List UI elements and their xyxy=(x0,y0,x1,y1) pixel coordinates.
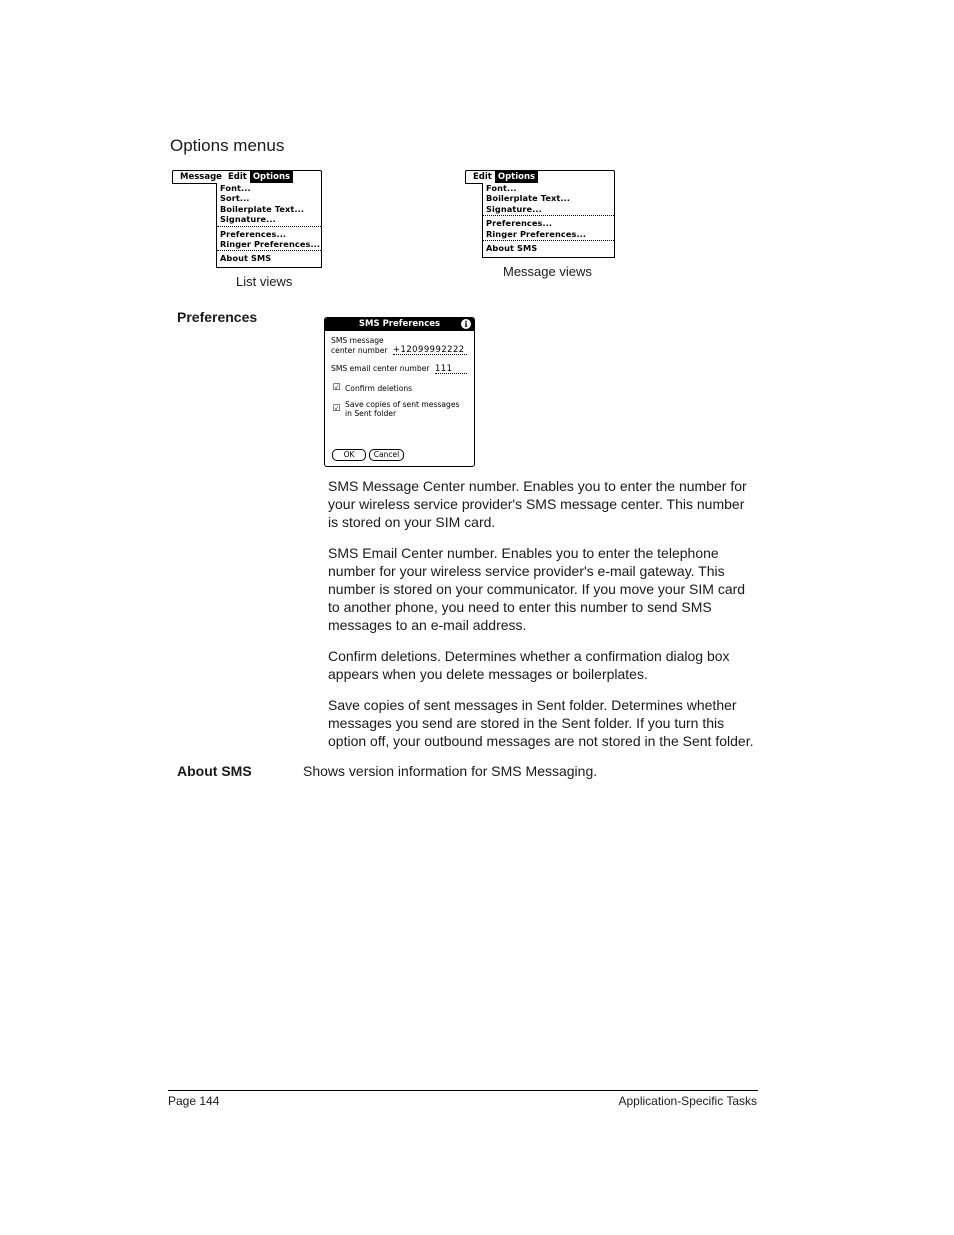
save-copies-label-line1: Save copies of sent messages xyxy=(345,400,460,409)
menubar xyxy=(172,170,322,184)
menu-item-boilerplate: Boilerplate Text... xyxy=(486,193,571,204)
confirm-deletions-paragraph: Confirm deletions. Determines whether a confirmation dialog box appears when you delete messages or boilerplates. xyxy=(328,648,730,682)
section-title: Options menus xyxy=(170,136,285,155)
menu-item-ringer-preferences: Ringer Preferences... xyxy=(486,228,587,239)
menu-edit: Edit xyxy=(473,172,492,182)
menu-item-signature: Signature... xyxy=(220,214,276,225)
confirm-deletions-label: Confirm deletions xyxy=(345,384,413,393)
menu-item-ringer-preferences: Ringer Preferences... xyxy=(220,239,321,250)
sms-preferences-dialog-screenshot xyxy=(324,317,475,467)
chapter-title: Application-Specific Tasks xyxy=(618,1094,757,1108)
menu-separator xyxy=(217,226,321,227)
sms-center-label-line2: center number xyxy=(331,345,388,355)
options-dropdown xyxy=(482,183,615,258)
menu-item-preferences: Preferences... xyxy=(486,218,553,229)
sms-email-center-paragraph: SMS Email Center number. Enables you to enter the telephone number for your wireless service provider's e-mail gateway. This number is stored on your communicator. If you move your SIM card to another phone, you need to enter this number to send SMS messages to an e-mail address. xyxy=(328,545,746,633)
menu-item-signature: Signature... xyxy=(486,203,542,214)
sms-center-label xyxy=(331,336,387,355)
email-center-number-field: 111 xyxy=(435,363,467,374)
ok-button: OK xyxy=(332,449,366,461)
save-copies-paragraph: Save copies of sent messages in Sent folder. Determines whether messages you send are stored in the Sent folder. If you turn this option off, your outbound messages are not stored in the Sent folder. xyxy=(328,697,754,749)
sms-center-number-field: +12099992222 xyxy=(393,344,467,355)
menu-options: Options xyxy=(495,171,538,183)
menu-item-sort: Sort... xyxy=(220,193,250,204)
list-views-caption: List views xyxy=(236,274,293,289)
list-views-menu-screenshot xyxy=(172,170,322,270)
menu-separator xyxy=(217,250,321,251)
menu-edit: Edit xyxy=(227,172,247,182)
confirm-deletions-checkbox: ☑ xyxy=(332,383,341,393)
menu-item-about-sms: About SMS xyxy=(486,243,538,254)
save-copies-label xyxy=(345,400,460,418)
menu-item-about-sms: About SMS xyxy=(220,253,272,264)
save-copies-label-line2: in Sent folder xyxy=(345,409,397,418)
message-views-caption: Message views xyxy=(503,264,592,279)
message-views-menu-screenshot xyxy=(465,170,615,260)
dialog-title-text: SMS Preferences xyxy=(358,319,441,329)
preferences-label: Preferences xyxy=(177,309,258,325)
info-icon: i xyxy=(461,319,471,329)
about-sms-text: Shows version information for SMS Messaging. xyxy=(303,763,598,779)
menu-item-preferences: Preferences... xyxy=(220,228,287,239)
menu-item-font: Font... xyxy=(220,183,251,193)
options-dropdown xyxy=(216,183,322,268)
save-copies-checkbox: ☑ xyxy=(332,404,341,414)
menu-item-font: Font... xyxy=(486,183,517,193)
menu-separator xyxy=(483,215,614,216)
menubar xyxy=(465,170,615,184)
sms-message-center-paragraph: SMS Message Center number. Enables you to enter the number for your wireless service provider's SMS message center. This number is stored on your SIM card. xyxy=(328,478,747,530)
menu-separator xyxy=(483,240,614,241)
dialog-title xyxy=(325,318,474,331)
about-sms-label: About SMS xyxy=(177,763,252,779)
sms-center-label-line1: SMS message xyxy=(331,336,384,345)
menu-item-boilerplate: Boilerplate Text... xyxy=(220,203,305,214)
page-number: Page 144 xyxy=(168,1094,220,1108)
cancel-button: Cancel xyxy=(369,449,404,461)
footer-rule xyxy=(168,1090,758,1091)
email-center-label: SMS email center number xyxy=(331,364,430,373)
menu-options: Options xyxy=(250,171,293,183)
menu-message: Message xyxy=(180,172,222,182)
